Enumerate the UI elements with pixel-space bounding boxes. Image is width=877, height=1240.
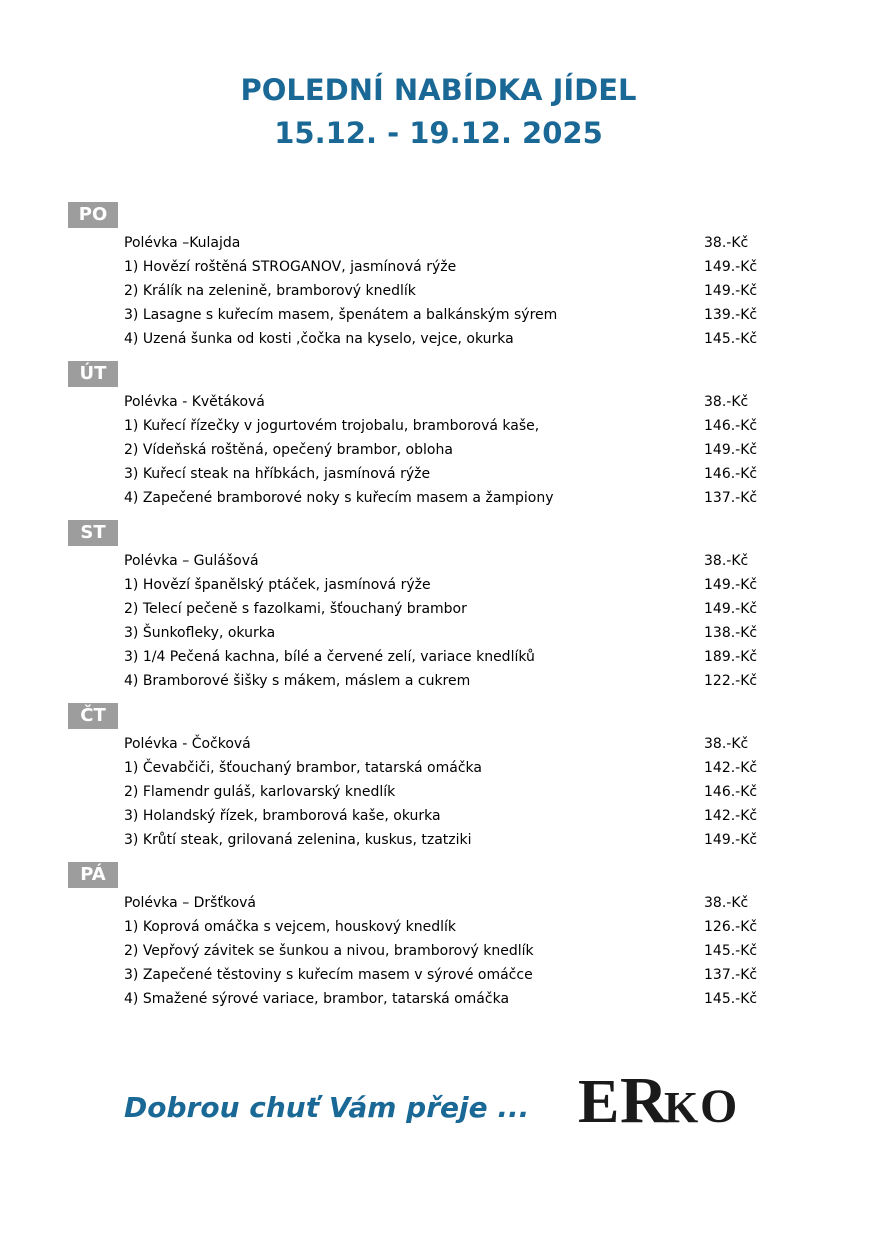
page-title: POLEDNÍ NABÍDKA JÍDEL <box>240 73 637 107</box>
logo-letter-r: R <box>620 1064 668 1128</box>
dish-name: 2) Flamendr guláš, karlovarský knedlík <box>124 784 396 800</box>
day-badge: ST <box>68 520 118 546</box>
day-badge: PÁ <box>68 862 118 888</box>
dish-price: 149.-Kč <box>704 259 758 275</box>
dish-name: 1) Hovězí roštěná STROGANOV, jasmínová rýže <box>124 259 457 275</box>
menu-item <box>124 255 764 279</box>
dish-price: 137.-Kč <box>704 967 758 983</box>
dish-name: 3) Lasagne s kuřecím masem, špenátem a balkánským sýrem <box>124 307 558 323</box>
dish-price: 149.-Kč <box>704 577 758 593</box>
dish-name: 1) Čevabčiči, šťouchaný brambor, tatarská omáčka <box>124 760 482 776</box>
dish-price: 38.-Kč <box>704 394 749 410</box>
dish-name: Polévka – Gulášová <box>124 553 259 569</box>
dish-price: 145.-Kč <box>704 991 758 1007</box>
dish-name: 3) Zapečené těstoviny s kuřecím masem v sýrové omáčce <box>124 967 533 983</box>
menu-item <box>124 891 764 915</box>
date-range: 15.12. - 19.12. 2025 <box>274 116 603 150</box>
menu-item <box>124 573 764 597</box>
dish-name: 3) 1/4 Pečená kachna, bílé a červené zelí, variace knedlíků <box>124 649 535 665</box>
menu-item <box>124 732 764 756</box>
dish-name: 3) Holandský řízek, bramborová kaše, okurka <box>124 808 441 824</box>
menu-item <box>124 939 764 963</box>
dish-price: 145.-Kč <box>704 943 758 959</box>
logo-letter-e: E <box>578 1068 620 1128</box>
dish-name: Polévka – Dršťková <box>124 895 256 911</box>
menu-item <box>124 828 764 852</box>
dish-price: 149.-Kč <box>704 832 758 848</box>
dish-name: 4) Uzená šunka od kosti ,čočka na kyselo, vejce, okurka <box>124 331 514 347</box>
dish-price: 146.-Kč <box>704 784 758 800</box>
dish-name: 2) Králík na zelenině, bramborový knedlík <box>124 283 416 299</box>
day-badge: ÚT <box>68 361 118 387</box>
dish-price: 149.-Kč <box>704 442 758 458</box>
dish-name: 3) Šunkofleky, okurka <box>124 625 276 641</box>
menu-item <box>124 645 764 669</box>
dish-name: 2) Telecí pečeně s fazolkami, šťouchaný brambor <box>124 601 467 617</box>
menu-item <box>124 915 764 939</box>
dish-price: 142.-Kč <box>704 760 758 776</box>
erko-logo <box>576 1062 756 1128</box>
day-badge: PO <box>68 202 118 228</box>
dish-price: 139.-Kč <box>704 307 758 323</box>
dish-price: 145.-Kč <box>704 331 758 347</box>
dish-price: 38.-Kč <box>704 553 749 569</box>
dish-price: 38.-Kč <box>704 895 749 911</box>
day-badge: ČT <box>68 703 118 729</box>
dish-price: 146.-Kč <box>704 466 758 482</box>
dish-name: 2) Vídeňská roštěná, opečený brambor, obloha <box>124 442 453 458</box>
dish-price: 38.-Kč <box>704 736 749 752</box>
dish-price: 138.-Kč <box>704 625 758 641</box>
dish-name: 4) Zapečené bramborové noky s kuřecím masem a žampiony <box>124 490 554 506</box>
menu-item <box>124 303 764 327</box>
menu-item <box>124 486 764 510</box>
menu-item <box>124 669 764 693</box>
dish-name: 1) Hovězí španělský ptáček, jasmínová rýže <box>124 577 431 593</box>
dish-price: 137.-Kč <box>704 490 758 506</box>
logo-letter-k: K <box>664 1083 699 1128</box>
erko-logo-graphic <box>576 1062 756 1128</box>
menu-item <box>124 414 764 438</box>
dish-price: 38.-Kč <box>704 235 749 251</box>
menu-item <box>124 279 764 303</box>
dish-name: 3) Kuřecí steak na hříbkách, jasmínová rýže <box>124 466 431 482</box>
menu-item <box>124 756 764 780</box>
dish-name: 4) Bramborové šišky s mákem, máslem a cukrem <box>124 673 471 689</box>
dish-price: 142.-Kč <box>704 808 758 824</box>
dish-price: 122.-Kč <box>704 673 758 689</box>
menu-item <box>124 327 764 351</box>
dish-name: 3) Krůtí steak, grilovaná zelenina, kuskus, tzatziki <box>124 832 472 848</box>
dish-name: 2) Vepřový závitek se šunkou a nivou, bramborový knedlík <box>124 943 534 959</box>
dish-price: 149.-Kč <box>704 283 758 299</box>
dish-name: 1) Koprová omáčka s vejcem, houskový knedlík <box>124 919 457 935</box>
menu-item <box>124 390 764 414</box>
closing-greeting: Dobrou chuť Vám přeje ... <box>124 1091 530 1124</box>
dish-price: 126.-Kč <box>704 919 758 935</box>
dish-price: 149.-Kč <box>704 601 758 617</box>
menu-item <box>124 963 764 987</box>
logo-letter-o: O <box>700 1080 738 1128</box>
menu-item <box>124 438 764 462</box>
dish-price: 146.-Kč <box>704 418 758 434</box>
menu-item <box>124 987 764 1011</box>
menu-item <box>124 462 764 486</box>
dish-name: Polévka - Čočková <box>124 736 251 752</box>
menu-item <box>124 231 764 255</box>
menu-item <box>124 621 764 645</box>
dish-name: Polévka - Květáková <box>124 394 265 410</box>
dish-name: 4) Smažené sýrové variace, brambor, tatarská omáčka <box>124 991 510 1007</box>
dish-price: 189.-Kč <box>704 649 758 665</box>
menu-item <box>124 780 764 804</box>
dish-name: 1) Kuřecí řízečky v jogurtovém trojobalu, bramborová kaše, <box>124 418 540 434</box>
menu-item <box>124 549 764 573</box>
dish-name: Polévka –Kulajda <box>124 235 241 251</box>
menu-item <box>124 804 764 828</box>
menu-item <box>124 597 764 621</box>
